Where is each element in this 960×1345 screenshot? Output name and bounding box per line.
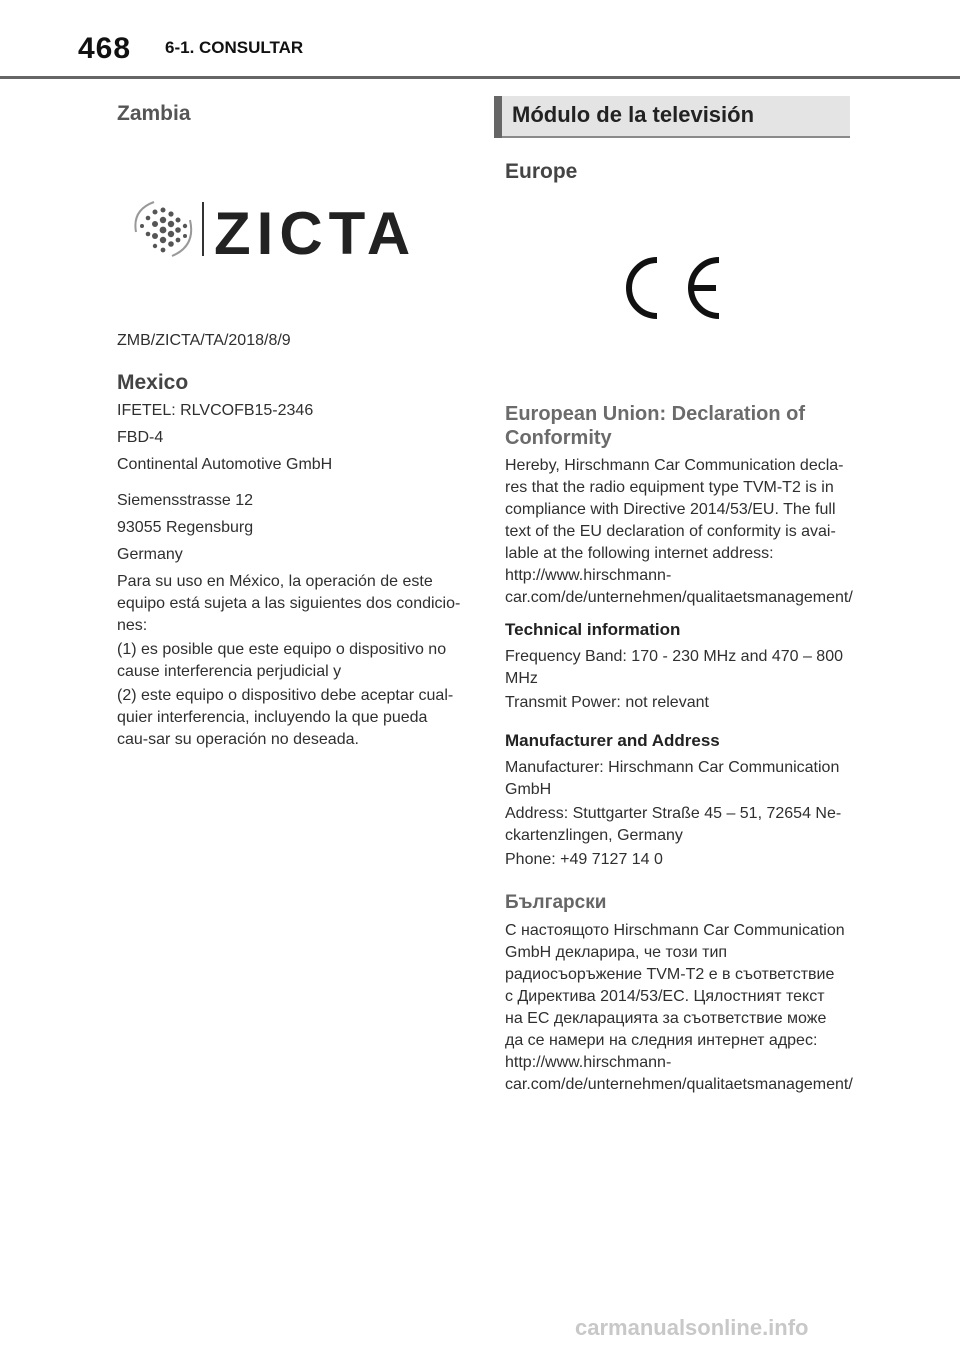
zicta-logo-text: ZICTA: [214, 200, 417, 262]
ce-mark-icon: [624, 254, 724, 322]
transmit-power: Transmit Power: not relevant: [505, 694, 709, 711]
bulgarian-heading: Български: [505, 892, 607, 913]
section-label: 6-1. CONSULTAR: [165, 38, 304, 57]
page-header: [0, 0, 960, 80]
manufacturer-heading: Manufacturer and Address: [505, 731, 720, 750]
technical-info-heading: Technical information: [505, 620, 681, 639]
watermark: carmanualsonline.info: [575, 1315, 809, 1340]
tv-module-heading: Módulo de la televisión: [512, 102, 755, 127]
mexico-cond1: (1) es posible que este equipo o dispositivo no cause interferencia perjudicial y: [117, 641, 447, 680]
eu-declaration-text: Hereby, Hirschmann Car Communication decla-res that the radio equipment type TVM-T2 is in compliance with Directive 2014/53/EU. The full text of the EU declaration of conformity is avai-lable at the following internet address: http://www.hirschmann-car.com/de/unternehmen/qualitaetsmanagement/: [505, 457, 853, 606]
europe-heading: Europe: [505, 160, 578, 183]
mexico-country: Germany: [117, 546, 183, 563]
zicta-logo: [132, 196, 457, 262]
mexico-ifetel: IFETEL: RLVCOFB15-2346: [117, 402, 314, 419]
tv-module-heading-box: [494, 96, 850, 138]
eu-declaration-heading: European Union: Declaration of Conformity: [505, 403, 806, 449]
zambia-heading: Zambia: [117, 102, 191, 125]
mexico-company: Continental Automotive GmbH: [117, 456, 333, 473]
mexico-para1: Para su uso en México, la operación de este equipo está sujeta a las siguientes dos condicio-nes:: [117, 573, 461, 634]
ce-mark: [624, 254, 724, 322]
mexico-city: 93055 Regensburg: [117, 519, 254, 536]
header-rule: [0, 76, 960, 79]
phone: Phone: +49 7127 14 0: [505, 851, 663, 868]
zicta-logo-icon: [132, 196, 457, 262]
manufacturer: Manufacturer: Hirschmann Car Communication GmbH: [505, 759, 840, 798]
frequency-band: Frequency Band: 170 - 230 MHz and 470 – 800 MHz: [505, 648, 843, 687]
page-number: 468: [78, 32, 132, 65]
bulgarian-text: С настоящото Hirschmann Car Communication GmbH декларира, че този тип радиосъоръжение TVM-T2 е в съответствие с Директива 2014/53/ЕС. Цялостният текст на ЕС декларацията за съответствие може да се намери на следния интернет адрес: http://www.hirschmann-car.com/de/unternehmen/qualitaetsmanagement/: [505, 922, 853, 1093]
mexico-street: Siemensstrasse 12: [117, 492, 254, 509]
mexico-model: FBD-4: [117, 429, 164, 446]
mexico-heading: Mexico: [117, 371, 189, 394]
heading-accent-bar: [494, 96, 502, 138]
zambia-code: ZMB/ZICTA/TA/2018/8/9: [117, 332, 291, 349]
mexico-cond2: (2) este equipo o dispositivo debe aceptar cual-quier interferencia, incluyendo la que pueda cau-sar su operación no deseada.: [117, 687, 454, 748]
address: Address: Stuttgarter Straße 45 – 51, 72654 Ne-ckartenzlingen, Germany: [505, 805, 842, 844]
